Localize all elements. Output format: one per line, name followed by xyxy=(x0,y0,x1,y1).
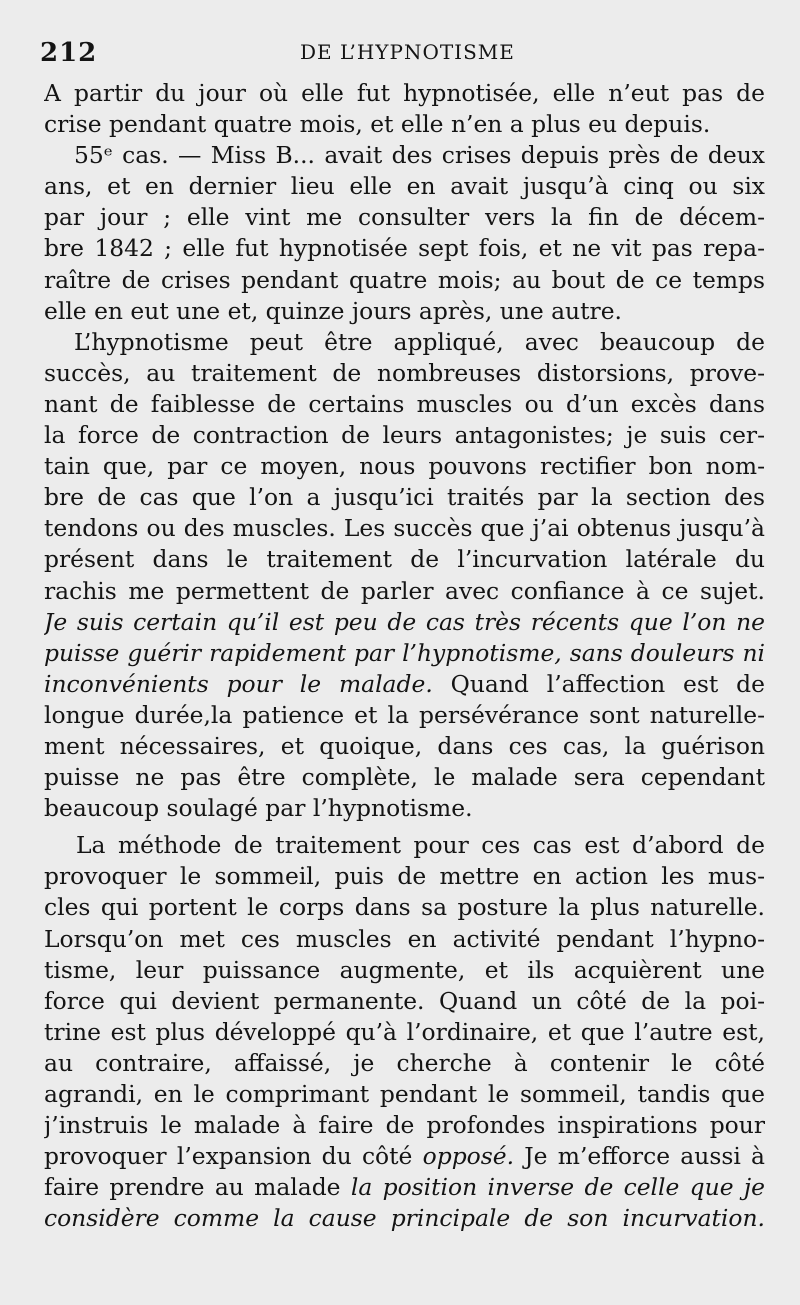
text-line: présent dans le traitement de l’incurvation latérale du xyxy=(44,545,765,574)
text-line: force qui devient permanente. Quand un côté de la poi- xyxy=(44,986,765,1015)
text-line: 55ᵉ cas. — Miss B... avait des crises depuis près de deux xyxy=(74,141,765,170)
mixed-text-line xyxy=(44,1172,765,1203)
text-line: provoquer le sommeil, puis de mettre en action les mus- xyxy=(44,862,765,891)
text-line: bre de cas que l’on a jusqu’ici traités par la section des xyxy=(44,483,765,512)
running-title: DE L’HYPNOTISME xyxy=(300,40,515,64)
text-line: la force de contraction de leurs antagonistes; je suis cer- xyxy=(44,421,765,450)
italic-phrase: inconvénients pour le malade. xyxy=(44,669,433,698)
page-number: 212 xyxy=(40,38,98,68)
text-line: tendons ou des muscles. Les succès que j’ai obtenus jusqu’à xyxy=(44,514,765,543)
text-line: tain que, par ce moyen, nous pouvons rectifier bon nom- xyxy=(44,452,765,481)
text-line: j’instruis le malade à faire de profondes inspirations pour xyxy=(44,1111,765,1140)
italic-phrase: opposé. xyxy=(422,1142,515,1171)
text-line: trine est plus développé qu’à l’ordinaire, et que l’autre est, xyxy=(44,1017,765,1046)
italic-text-line: puisse guérir rapidement par l’hypnotisme, sans douleurs ni xyxy=(44,638,765,667)
text-line: cles qui portent le corps dans sa posture la plus naturelle. xyxy=(44,893,765,922)
text-line: par jour ; elle vint me consulter vers la fin de décem- xyxy=(44,203,765,232)
text-line: bre 1842 ; elle fut hypnotisée sept fois, et ne vit pas repa- xyxy=(44,234,765,263)
text-line: crise pendant quatre mois, et elle n’en a plus eu depuis. xyxy=(44,110,711,139)
running-head xyxy=(40,30,770,70)
mixed-text-line xyxy=(44,669,765,700)
text-line: Lorsqu’on met ces muscles en activité pendant l’hypno- xyxy=(44,924,765,953)
text-line: puisse ne pas être complète, le malade sera cependant xyxy=(44,763,765,792)
roman-phrase: Quand l’affection est de xyxy=(432,669,765,698)
text-line: tisme, leur puissance augmente, et ils acquièrent une xyxy=(44,955,765,984)
text-line: elle en eut une et, quinze jours après, une autre. xyxy=(44,296,622,325)
roman-phrase: faire prendre au malade xyxy=(44,1173,351,1202)
italic-text-line: considère comme la cause principale de son incurvation. xyxy=(44,1204,765,1233)
text-line: longue durée,la patience et la persévérance sont naturelle- xyxy=(44,700,765,729)
text-line: au contraire, affaissé, je cherche à contenir le côté xyxy=(44,1048,765,1077)
mixed-text-line xyxy=(44,1141,765,1172)
italic-text-line: Je suis certain qu’il est peu de cas très récents que l’on ne xyxy=(44,607,765,636)
roman-phrase: Je m’efforce aussi à xyxy=(514,1142,765,1171)
roman-phrase: provoquer l’expansion du côté xyxy=(44,1142,423,1171)
text-line: beaucoup soulagé par l’hypnotisme. xyxy=(44,794,473,823)
text-line: La méthode de traitement pour ces cas est d’abord de xyxy=(76,831,765,860)
text-line: A partir du jour où elle fut hypnotisée, elle n’eut pas de xyxy=(44,79,765,107)
text-line: raître de crises pendant quatre mois; au bout de ce temps xyxy=(44,265,765,294)
body-text xyxy=(44,78,765,1234)
text-line: ment nécessaires, et quoique, dans ces cas, la guérison xyxy=(44,731,765,760)
text-line: nant de faiblesse de certains muscles ou d’un excès dans xyxy=(44,389,765,418)
text-line: L’hypnotisme peut être appliqué, avec beaucoup de xyxy=(74,327,765,356)
text-line: rachis me permettent de parler avec confiance à ce sujet. xyxy=(44,576,765,605)
text-line: succès, au traitement de nombreuses distorsions, prove- xyxy=(44,358,765,387)
text-line: ans, et en dernier lieu elle en avait jusqu’à cinq ou six xyxy=(44,172,765,201)
text-line: agrandi, en le comprimant pendant le sommeil, tandis que xyxy=(44,1080,765,1108)
italic-phrase: la position inverse de celle que je xyxy=(350,1173,765,1202)
